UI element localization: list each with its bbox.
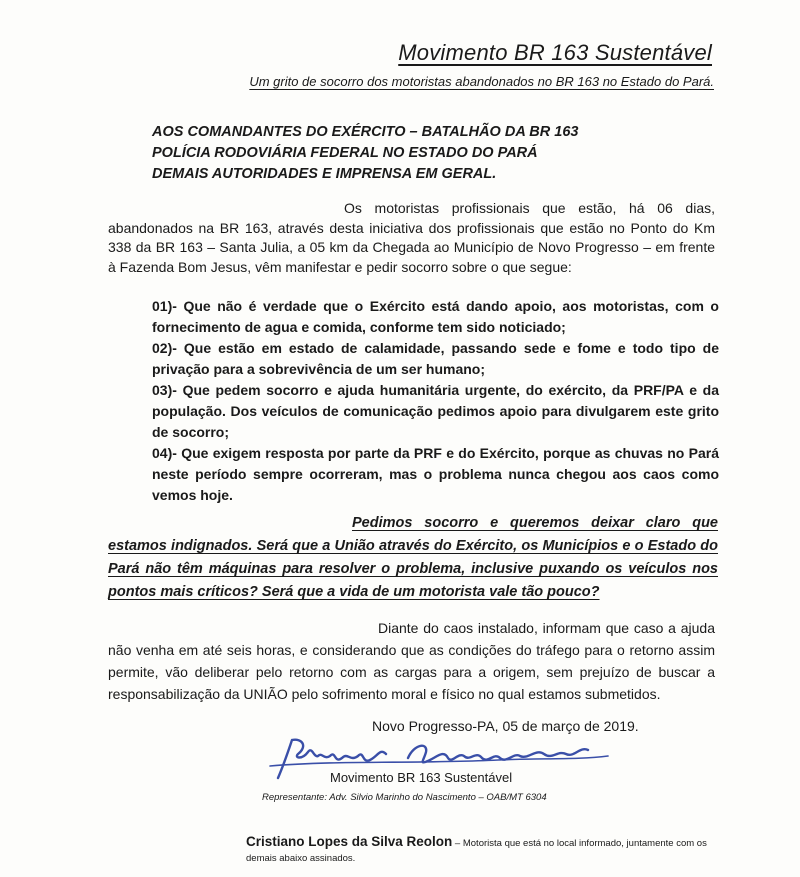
list-item: 01)- Que não é verdade que o Exército está dando apoio, aos motoristas, com o fornecimento de agua e comida, conforme tem sido noticiado;	[152, 298, 719, 335]
signer-description: – Motorista que está no local informado, juntamente com os demais abaixo assinados.	[246, 838, 707, 864]
emphasis-text: Pedimos socorro e queremos deixar claro que estamos indignados. Será que a União através do Exército, os Municípios e o Estado do Pará não têm máquinas para resolver o problema, inclusive puxando os veículos nos pontos mais críticos? Será que a vida de um motorista vale tão pouco?	[108, 515, 718, 600]
list-item: 04)- Que exigem resposta por parte da PRF e do Exército, porque as chuvas no Pará neste período sempre ocorreram, mas o problema nunca chegou aos caos como vemos hoje.	[152, 445, 719, 503]
list-item: 02)- Que estão em estado de calamidade, passando sede e fome e todo tipo de privação para a sobrevivência de um ser humano;	[152, 340, 719, 377]
addressee-line: POLÍCIA RODOVIÁRIA FEDERAL NO ESTADO DO PARÁ	[152, 145, 538, 161]
representative-line: Representante: Adv. Silvio Marinho do Nascimento – OAB/MT 6304	[262, 792, 547, 803]
addressee-line: AOS COMANDANTES DO EXÉRCITO – BATALHÃO DA BR 163	[152, 124, 579, 140]
list-item: 03)- Que pedem socorro e ajuda humanitária urgente, do exército, da PRF/PA e da população. Dos veículos de comunicação pedimos apoio para divulgarem este grito de socorro;	[152, 382, 719, 440]
signature-organization: Movimento BR 163 Sustentável	[330, 770, 513, 785]
intro-paragraph: Os motoristas profissionais que estão, há 06 dias, abandonados na BR 163, através desta iniciativa dos profissionais que estão no Ponto do Km 338 da BR 163 – Santa Julia, a 05 km da Chegada ao Município de Novo Progresso – em frente à Fazenda Bom Jesus, vêm manifestar e pedir socorro sobre o que segue:	[108, 200, 715, 275]
demands-list	[152, 296, 719, 506]
emphasis-paragraph	[108, 512, 718, 604]
document-subtitle: Um grito de socorro dos motoristas abandonados no BR 163 no Estado do Pará.	[249, 74, 714, 89]
document-title: Movimento BR 163 Sustentável	[398, 40, 712, 65]
signer-line	[246, 834, 726, 866]
signer-name: Cristiano Lopes da Silva Reolon	[246, 834, 453, 849]
addressee-line: DEMAIS AUTORIDADES E IMPRENSA EM GERAL.	[152, 166, 497, 182]
addressee-block	[152, 122, 578, 185]
closing-paragraph: Diante do caos instalado, informam que caso a ajuda não venha em até seis horas, e considerando que as condições do tráfego para o retorno assim permite, vão deliberar pelo retorno com as cargas para a origem, sem prejuízo de buscar a responsabilização da UNIÃO pelo sofrimento moral e físico no qual estamos submetidos.	[108, 620, 715, 702]
document-date: Novo Progresso-PA, 05 de março de 2019.	[372, 718, 639, 734]
